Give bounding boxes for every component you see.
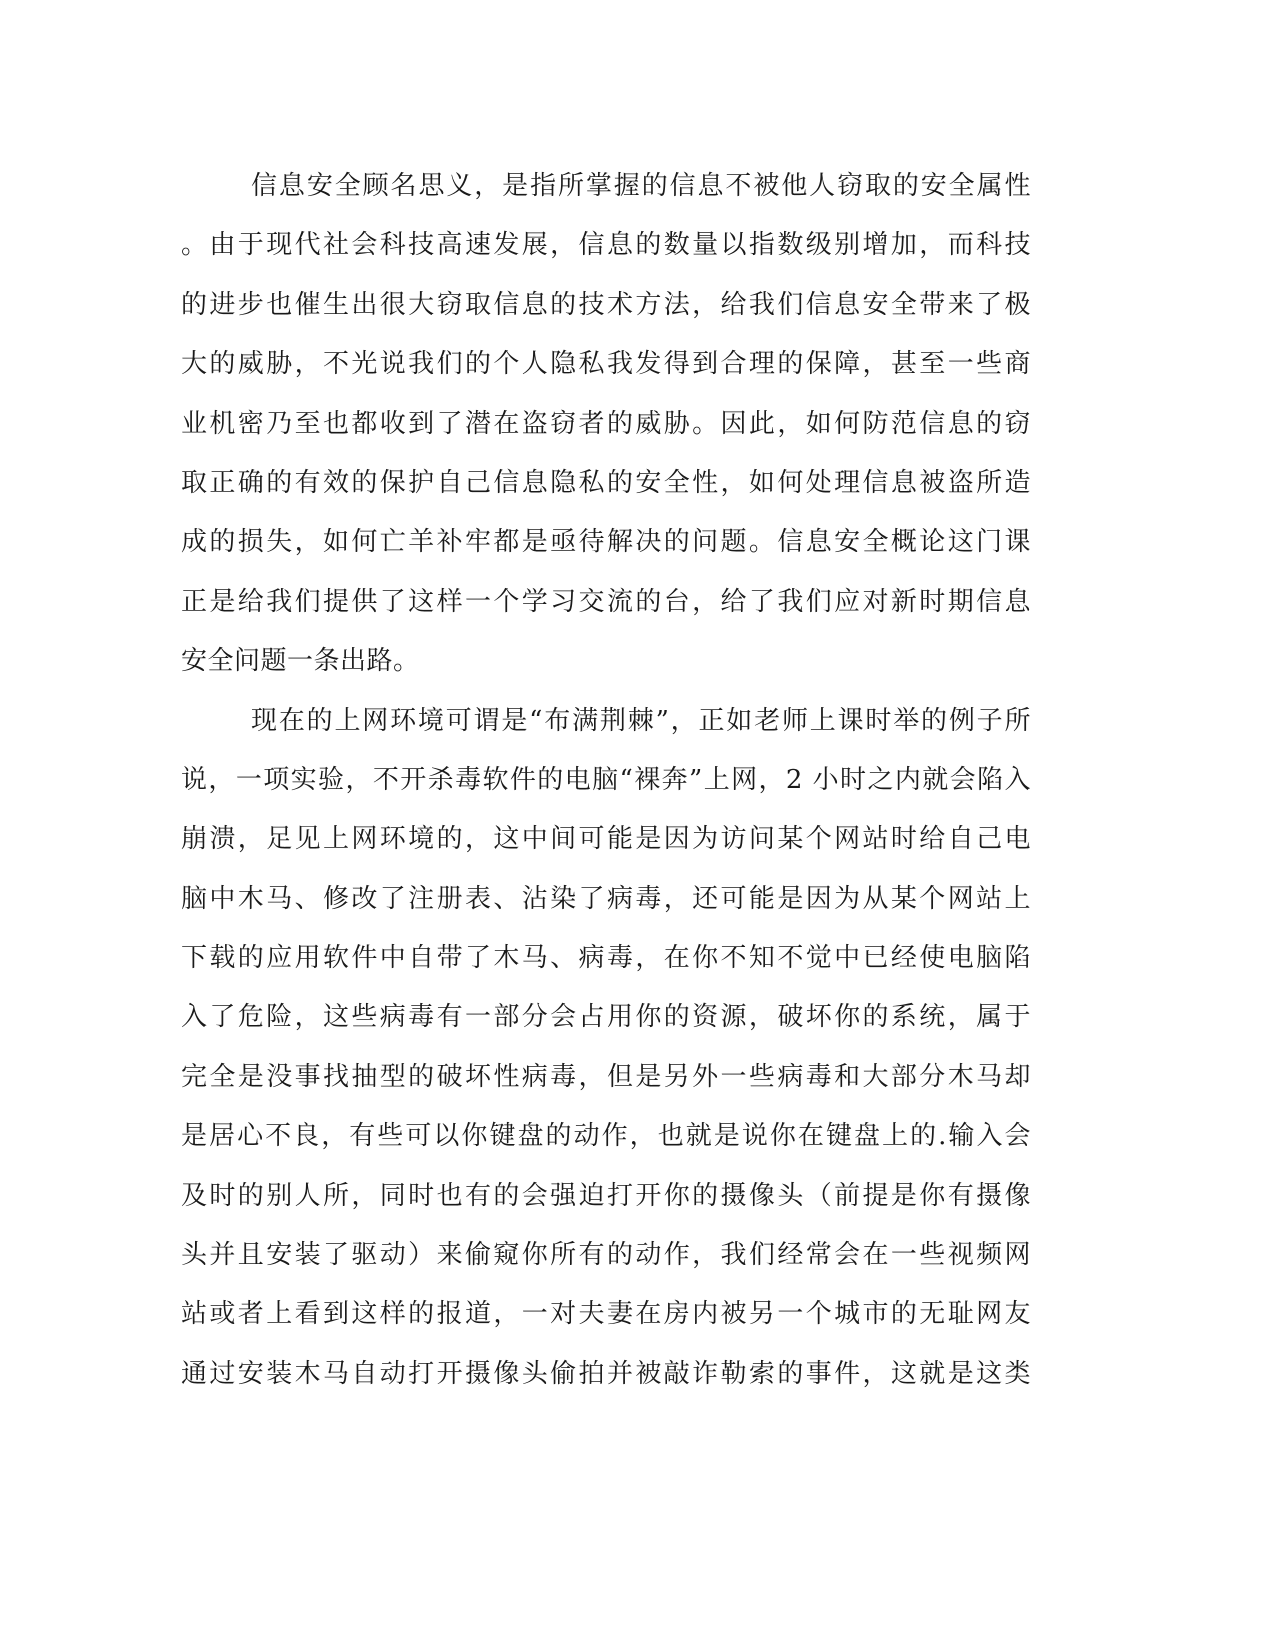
paragraph-1-line-3: 的进步也催生出很大窃取信息的技术方法，给我们信息安全带来了极 bbox=[181, 289, 1031, 320]
paragraph-1-line-4: 大的威胁，不光说我们的个人隐私我发得到合理的保障，甚至一些商 bbox=[181, 349, 1031, 380]
paragraph-2-line-6: 入了危险，这些病毒有一部分会占用你的资源，破坏你的系统，属于 bbox=[181, 1002, 1031, 1033]
paragraph-2-line-7: 完全是没事找抽型的破坏性病毒，但是另外一些病毒和大部分木马却 bbox=[181, 1061, 1031, 1092]
paragraph-1-line-6: 取正确的有效的保护自己信息隐私的安全性，如何处理信息被盗所造 bbox=[181, 467, 1031, 498]
paragraph-1-line-2: 。由于现代社会科技高速发展，信息的数量以指数级别增加，而科技 bbox=[181, 230, 1031, 261]
paragraph-1-line-9: 安全问题一条出路。 bbox=[181, 646, 420, 677]
paragraph-2-line-11: 站或者上看到这样的报道，一对夫妻在房内被另一个城市的无耻网友 bbox=[181, 1299, 1031, 1330]
paragraph-1-line-1: 信息安全顾名思义，是指所掌握的信息不被他人窃取的安全属性 bbox=[251, 171, 1031, 201]
paragraph-2-line-1: 现在的上网环境可谓是“布满荆棘”，正如老师上课时举的例子所 bbox=[251, 705, 1031, 736]
paragraph-1-line-5: 业机密乃至也都收到了潜在盗窃者的威胁。因此，如何防范信息的窃 bbox=[181, 408, 1031, 439]
paragraph-1-line-8: 正是给我们提供了这样一个学习交流的台，给了我们应对新时期信息 bbox=[181, 586, 1031, 617]
paragraph-2-line-10: 头并且安装了驱动）来偷窥你所有的动作，我们经常会在一些视频网 bbox=[181, 1240, 1031, 1271]
paragraph-1-line-7: 成的损失，如何亡羊补牢都是亟待解决的问题。信息安全概论这门课 bbox=[181, 527, 1031, 558]
paragraph-2-line-3: 崩溃，足见上网环境的，这中间可能是因为访问某个网站时给自己电 bbox=[181, 824, 1031, 855]
paragraph-2-line-2: 说，一项实验，不开杀毒软件的电脑“裸奔”上网，2 小时之内就会陷入 bbox=[181, 764, 1031, 795]
paragraph-2-line-5: 下载的应用软件中自带了木马、病毒，在你不知不觉中已经使电脑陷 bbox=[181, 943, 1031, 974]
paragraph-2-line-8: 是居心不良，有些可以你键盘的动作，也就是说你在键盘上的.输入会 bbox=[181, 1121, 1031, 1152]
paragraph-2-line-9: 及时的别人所，同时也有的会强迫打开你的摄像头（前提是你有摄像 bbox=[181, 1180, 1031, 1211]
paragraph-2-line-12: 通过安装木马自动打开摄像头偷拍并被敲诈勒索的事件，这就是这类 bbox=[181, 1358, 1031, 1389]
paragraph-2-line-4: 脑中木马、修改了注册表、沾染了病毒，还可能是因为从某个网站上 bbox=[181, 883, 1031, 914]
document-body bbox=[181, 157, 1031, 1404]
